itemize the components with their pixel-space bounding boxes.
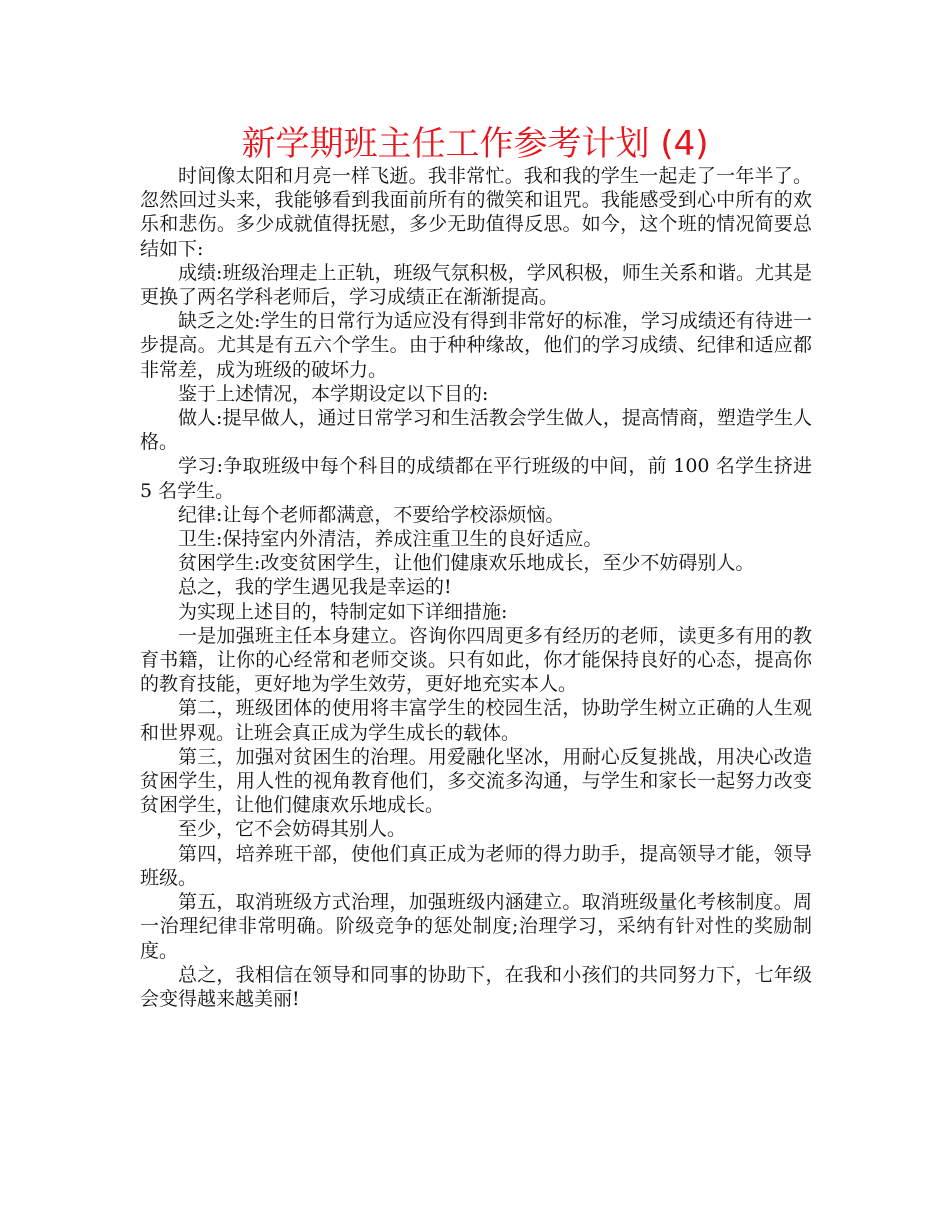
paragraph: 第二，班级团体的使用将丰富学生的校园生活，协助学生树立正确的人生观和世界观。让班会真正成为学生成长的载体。: [140, 697, 812, 744]
document-body: [140, 164, 812, 1011]
paragraph: 纪律:让每个老师都满意，不要给学校添烦恼。: [178, 503, 565, 526]
paragraph: 时间像太阳和月亮一样飞逝。我非常忙。我和我的学生一起走了一年半了。忽然回过头来，我能够看到我面前所有的微笑和诅咒。我能感受到心中所有的欢乐和悲伤。多少成就值得抚慰，多少无助值得反思。如今，这个班的情况简要总结如下:: [140, 165, 812, 260]
paragraph: 做人:提早做人，通过日常学习和生活教会学生做人，提高情商，塑造学生人格。: [140, 407, 812, 454]
paragraph: 为实现上述目的，特制定如下详细措施:: [178, 600, 508, 623]
paragraph: 第三，加强对贫困生的治理。用爱融化坚冰，用耐心反复挑战，用决心改造贫困学生，用人性的视角教育他们，多交流多沟通，与学生和家长一起努力改变贫困学生，让他们健康欢乐地成长。: [140, 745, 812, 817]
paragraph: 贫困学生:改变贫困学生，让他们健康欢乐地成长，至少不妨碍别人。: [178, 552, 755, 575]
paragraph: 卫生:保持室内外清洁，养成注重卫生的良好适应。: [178, 528, 603, 551]
paragraph: 学习:争取班级中每个科目的成绩都在平行班级的中间，前 100 名学生挤进 5 名学生。: [140, 455, 812, 502]
paragraph: 总之，我相信在领导和同事的协助下，在我和小孩们的共同努力下，七年级会变得越来越美丽!: [140, 963, 812, 1010]
paragraph: 总之，我的学生遇见我是幸运的!: [178, 576, 452, 599]
paragraph: 第五，取消班级方式治理，加强班级内涵建立。取消班级量化考核制度。周一治理纪律非常明确。阶级竞争的惩处制度;治理学习，采纳有针对性的奖励制度。: [140, 891, 812, 962]
paragraph: 第四，培养班干部，使他们真正成为老师的得力助手，提高领导才能，领导班级。: [140, 842, 812, 889]
document-title: 新学期班主任工作参考计划 (4): [241, 124, 709, 164]
paragraph: 至少，它不会妨碍其别人。: [178, 818, 407, 841]
paragraph: 成绩:班级治理走上正轨，班级气氛积极，学风积极，师生关系和谐。尤其是更换了两名学科老师后，学习成绩正在渐渐提高。: [140, 261, 812, 309]
paragraph: 鉴于上述情况，本学期设定以下目的:: [178, 382, 489, 405]
paragraph: 缺乏之处:学生的日常行为适应没有得到非常好的标准，学习成绩还有待进一步提高。尤其是有五六个学生。由于种种缘故，他们的学习成绩、纪律和适应都非常差，成为班级的破坏力。: [140, 310, 812, 381]
paragraph: 一是加强班主任本身建立。咨询你四周更多有经历的老师，读更多有用的教育书籍，让你的心经常和老师交谈。只有如此，你才能保持良好的心态，提高你的教育技能，更好地为学生效劳，更好地充实本人。: [140, 624, 812, 696]
